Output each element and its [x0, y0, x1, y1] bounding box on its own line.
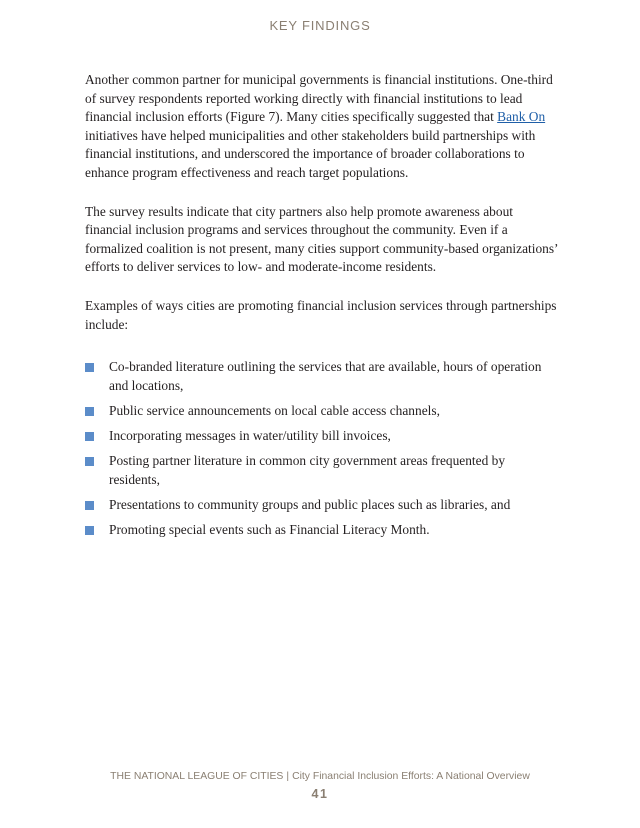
list-item-text: Presentations to community groups and public places such as libraries, and [109, 496, 511, 512]
footer-report-title: City Financial Inclusion Efforts: A National Overview [292, 771, 530, 782]
list-item [85, 521, 559, 540]
bullet-square-icon [85, 407, 94, 416]
list-item-text: Public service announcements on local cable access channels, [109, 402, 440, 418]
list-item [85, 358, 559, 395]
bullet-square-icon [85, 363, 94, 372]
paragraph-examples-intro: Examples of ways cities are promoting financial inclusion services through partnerships include: [85, 297, 557, 332]
list-item [85, 496, 559, 515]
footer-separator: | [286, 771, 290, 782]
bullet-square-icon [85, 526, 94, 535]
list-item [85, 452, 559, 489]
list-item-text: Incorporating messages in water/utility bill invoices, [109, 427, 391, 443]
main-content [85, 71, 559, 546]
page-header: KEY FINDINGS [269, 18, 371, 33]
footer-org: THE NATIONAL LEAGUE OF CITIES [110, 771, 284, 782]
page-footer [0, 771, 640, 782]
list-item-text: Promoting special events such as Financial Literacy Month. [109, 521, 430, 537]
bullet-square-icon [85, 432, 94, 441]
partnership-examples-list [85, 358, 559, 539]
list-item-text: Posting partner literature in common city government areas frequented by residents, [109, 453, 506, 487]
list-item [85, 427, 559, 446]
bullet-square-icon [85, 501, 94, 510]
list-item-text: Co-branded literature outlining the services that are available, hours of operation and locations, [109, 359, 542, 393]
paragraph-text: initiatives have helped municipalities and other stakeholders build partnerships with financial institutions, and underscored the importance of broader collaborations to enhance program effectiveness and reach target populations. [85, 127, 536, 180]
paragraph-survey-results: The survey results indicate that city partners also help promote awareness about financial inclusion programs and services throughout the community. Even if a formalized coalition is not present, many cities support community-based organizations’ efforts to deliver services to low- and moderate-income residents. [85, 203, 558, 275]
bank-on-link[interactable]: Bank On [497, 109, 546, 125]
list-item [85, 402, 559, 421]
page-number: 41 [311, 787, 329, 801]
bullet-square-icon [85, 457, 94, 466]
paragraph-financial-institutions [85, 71, 559, 183]
paragraph-text: Another common partner for municipal governments is financial institutions. One-third of survey respondents reported working directly with financial institutions to lead financial inclusion efforts (Figure 7). Many cities specifically suggested that [85, 72, 553, 125]
